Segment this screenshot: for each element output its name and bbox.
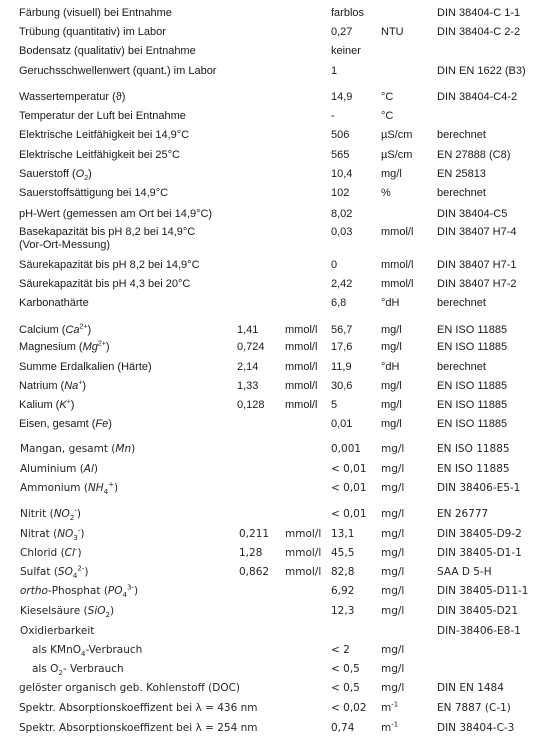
table-row xyxy=(0,440,538,458)
value: farblos xyxy=(331,7,365,19)
value: 6,8 xyxy=(331,297,347,309)
unit: mg/l xyxy=(381,663,405,675)
parameter-label: Eisen, gesamt (Fe) xyxy=(19,418,112,430)
value: 0,74 xyxy=(331,722,355,734)
value: < 0,01 xyxy=(331,482,367,494)
method: EN ISO 11885 xyxy=(437,399,508,411)
table-row xyxy=(0,358,538,376)
mmol-value: 0,724 xyxy=(237,341,265,353)
unit: µS/cm xyxy=(381,129,413,141)
table-row xyxy=(0,396,538,414)
value: 5 xyxy=(331,399,338,411)
method: DIN 38404-C-3 xyxy=(437,722,515,734)
mmol-unit: mmol/l xyxy=(285,528,322,540)
parameter-label: Geruchsschwellenwert (quant.) im Labor xyxy=(19,65,217,77)
method: EN ISO 11885 xyxy=(437,463,510,475)
table-row xyxy=(0,641,538,659)
parameter-label: pH-Wert (gemessen am Ort bei 14,9°C) xyxy=(19,208,213,220)
unit: mg/l xyxy=(381,482,405,494)
parameter-label: Temperatur der Luft bei Entnahme xyxy=(19,110,186,122)
method: berechnet xyxy=(437,129,486,141)
parameter-label: Kalium (K+) xyxy=(19,398,75,411)
value: 11,9 xyxy=(331,361,352,373)
parameter-label: gelöster organisch geb. Kohlenstoff (DOC) xyxy=(19,682,241,694)
unit: mg/l xyxy=(381,566,405,578)
parameter-label: Säurekapazität bis pH 8,2 bei 14,9°C xyxy=(19,259,200,271)
value: 1 xyxy=(331,65,338,77)
value: 13,1 xyxy=(331,528,355,540)
unit: $m^{-1}$ xyxy=(381,720,399,734)
parameter-label: Bodensatz (qualitativ) bei Entnahme xyxy=(19,45,196,57)
value: < 0,01 xyxy=(331,508,367,520)
table-row xyxy=(0,107,538,125)
mmol-unit: mmol/l xyxy=(285,341,318,353)
mmol-value: 0,211 xyxy=(239,528,270,540)
table-row xyxy=(0,699,538,717)
table-row xyxy=(0,582,538,600)
parameter-label: ortho-Phosphat $(PO_4^{3-})$ xyxy=(20,583,139,600)
method: EN 26777 xyxy=(437,508,489,520)
parameter-label: Chlorid (Cl-) xyxy=(20,545,82,559)
unit: mg/l xyxy=(381,682,405,694)
unit: °dH xyxy=(381,361,400,373)
unit: % xyxy=(381,187,391,199)
mmol-value: 0,128 xyxy=(237,399,265,411)
table-row xyxy=(0,719,538,737)
unit: mg/l xyxy=(381,463,405,475)
value: < 0,5 xyxy=(331,663,360,675)
value: < 0,01 xyxy=(331,463,367,475)
unit: mg/l xyxy=(381,605,405,617)
method: DIN 38405-D21 xyxy=(437,605,519,617)
mmol-value: 0,862 xyxy=(239,566,270,578)
table-row xyxy=(0,4,538,22)
table-row xyxy=(0,338,538,356)
parameter-label: Nitrit $(NO_2^-)$ xyxy=(20,506,81,523)
unit: mg/l xyxy=(381,585,405,597)
method: DIN 38406-E5-1 xyxy=(437,482,521,494)
parameter-label: Karbonathärte xyxy=(19,297,89,309)
unit: mg/l xyxy=(381,168,402,180)
table-row xyxy=(0,294,538,312)
parameter-label: Elektrische Leitfähigkeit bei 25°C xyxy=(19,149,180,161)
parameter-label: Aluminium (Al) xyxy=(20,463,99,475)
method: EN 7887 (C-1) xyxy=(437,702,511,714)
table-row xyxy=(0,205,538,223)
method: DIN 38407 H7-2 xyxy=(437,278,517,290)
parameter-label: Nitrat $(NO_3^-)$ xyxy=(20,526,85,543)
unit: mg/l xyxy=(381,399,402,411)
unit: NTU xyxy=(381,26,404,38)
parameter-label: Magnesium $(Mg^{2+})$ xyxy=(19,340,110,353)
method: EN ISO 11885 xyxy=(437,324,508,336)
mmol-value: 1,41 xyxy=(237,324,259,336)
table-row xyxy=(0,226,538,256)
value: < 0,5 xyxy=(331,682,360,694)
unit: mmol/l xyxy=(381,278,414,290)
table-row xyxy=(0,275,538,293)
parameter-label: Kieselsäure (SiO$_2$) xyxy=(20,605,115,620)
value: 6,92 xyxy=(331,585,355,597)
method: DIN-38406-E8-1 xyxy=(437,625,521,637)
value: 0,03 xyxy=(331,226,353,238)
unit: mmol/l xyxy=(381,259,414,271)
unit: °C xyxy=(381,91,394,103)
table-row xyxy=(0,256,538,274)
table-row xyxy=(0,602,538,620)
value: 17,6 xyxy=(331,341,353,353)
value: < 2 xyxy=(331,644,350,656)
unit: °dH xyxy=(381,297,400,309)
value: 0,01 xyxy=(331,418,353,430)
value: 56,7 xyxy=(331,324,353,336)
value: 0,27 xyxy=(331,26,353,38)
value: 102 xyxy=(331,187,350,199)
value: 82,8 xyxy=(331,566,355,578)
table-row xyxy=(0,321,538,339)
parameter-label: Spektr. Absorptionskoeffizent bei λ = 254 nm xyxy=(19,722,258,734)
parameter-label: Summe Erdalkalien (Härte) xyxy=(19,361,152,373)
parameter-label: Ammonium $(NH_4^+)$ xyxy=(20,480,119,497)
method: EN ISO 11885 xyxy=(437,341,508,353)
parameter-label: Elektrische Leitfähigkeit bei 14,9°C xyxy=(19,129,190,141)
value: keiner xyxy=(331,45,361,57)
parameter-label: Sauerstoffsättigung bei 14,9°C xyxy=(19,187,169,199)
parameter-label: Basekapazität bis pH 8,2 bei 14,9°C (Vor-Ort-Messung) xyxy=(19,226,196,251)
unit: mg/l xyxy=(381,443,405,455)
value: 8,02 xyxy=(331,208,353,220)
value: < 0,02 xyxy=(331,702,367,714)
method: EN ISO 11885 xyxy=(437,380,508,392)
value: 0,001 xyxy=(331,443,362,455)
table-row xyxy=(0,126,538,144)
value: 0 xyxy=(331,259,338,271)
table-row xyxy=(0,660,538,678)
table-row xyxy=(0,479,538,497)
parameter-label: Säurekapazität bis pH 4,3 bei 20°C xyxy=(19,278,191,290)
mmol-unit: mmol/l xyxy=(285,399,318,411)
mmol-value: 1,28 xyxy=(239,547,263,559)
table-row xyxy=(0,415,538,433)
value: - xyxy=(331,110,335,122)
method: DIN 38407 H7-4 xyxy=(437,226,517,238)
unit: mg/l xyxy=(381,380,402,392)
parameter-label: Trübung (quantitativ) im Labor xyxy=(19,26,166,38)
method: berechnet xyxy=(437,187,486,199)
table-row xyxy=(0,146,538,164)
method: EN 27888 (C8) xyxy=(437,149,511,161)
mmol-unit: mmol/l xyxy=(285,324,318,336)
table-row xyxy=(0,679,538,697)
parameter-label: Färbung (visuell) bei Entnahme xyxy=(19,7,172,19)
mmol-unit: mmol/l xyxy=(285,361,318,373)
unit: mg/l xyxy=(381,644,405,656)
method: DIN 38404-C 2-2 xyxy=(437,26,521,38)
table-row xyxy=(0,62,538,80)
parameter-label: Sauerstoff $(O_2)$ xyxy=(19,168,92,183)
unit: mmol/l xyxy=(381,226,414,238)
mmol-unit: mmol/l xyxy=(285,380,318,392)
unit: mg/l xyxy=(381,547,405,559)
value: 2,42 xyxy=(331,278,353,290)
value: 45,5 xyxy=(331,547,355,559)
table-row xyxy=(0,505,538,523)
value: 565 xyxy=(331,149,350,161)
method: EN ISO 11885 xyxy=(437,443,510,455)
value: 506 xyxy=(331,129,350,141)
mmol-unit: mmol/l xyxy=(285,547,322,559)
unit: µS/cm xyxy=(381,149,413,161)
method: EN 25813 xyxy=(437,168,486,180)
method: DIN 38404-C5 xyxy=(437,208,508,220)
method: DIN EN 1622 (B3) xyxy=(437,65,526,77)
mmol-value: 1,33 xyxy=(237,380,259,392)
table-row xyxy=(0,544,538,562)
table-row xyxy=(0,525,538,543)
unit: mg/l xyxy=(381,508,405,520)
unit: mg/l xyxy=(381,418,402,430)
table-row xyxy=(0,563,538,581)
unit: mg/l xyxy=(381,341,402,353)
value: 30,6 xyxy=(331,380,353,392)
method: DIN EN 1484 xyxy=(437,682,504,694)
unit: mg/l xyxy=(381,324,402,336)
method: SAA D 5-H xyxy=(437,566,492,578)
parameter-label: Sulfat $(SO_4^{2-})$ xyxy=(20,564,89,581)
table-row xyxy=(0,377,538,395)
mmol-unit: mmol/l xyxy=(285,566,322,578)
table-row xyxy=(0,460,538,478)
table-row xyxy=(0,88,538,106)
method: DIN 38404-C4-2 xyxy=(437,91,518,103)
unit: °C xyxy=(381,110,394,122)
method: DIN 38405-D1-1 xyxy=(437,547,522,559)
parameter-label: Wassertemperatur (ϑ) xyxy=(19,91,126,103)
parameter-label: Natrium (Na+) xyxy=(19,379,87,392)
method: DIN 38404-C 1-1 xyxy=(437,7,521,19)
method: DIN 38405-D11-1 xyxy=(437,585,529,597)
parameter-label: Spektr. Absorptionskoeffizent bei λ = 436 nm xyxy=(19,702,258,714)
value: 14,9 xyxy=(331,91,353,103)
method: DIN 38407 H7-1 xyxy=(437,259,517,271)
table-row xyxy=(0,23,538,41)
method: berechnet xyxy=(437,361,486,373)
parameter-label: als $O_2-$ Verbrauch xyxy=(32,663,124,678)
method: EN ISO 11885 xyxy=(437,418,508,430)
method: berechnet xyxy=(437,297,486,309)
value: 12,3 xyxy=(331,605,355,617)
parameter-label: Calcium $(Ca^{2+})$ xyxy=(19,323,92,336)
parameter-label: Oxidierbarkeit xyxy=(20,625,95,637)
mmol-value: 2,14 xyxy=(237,361,259,373)
table-row xyxy=(0,622,538,640)
parameter-label: als KMnO$_4$-Verbrauch xyxy=(32,644,143,659)
table-row xyxy=(0,42,538,60)
table-row xyxy=(0,165,538,183)
method: DIN 38405-D9-2 xyxy=(437,528,522,540)
table-row xyxy=(0,184,538,202)
value: 10,4 xyxy=(331,168,353,180)
unit: $m^{-1}$ xyxy=(381,700,399,714)
parameter-label: Mangan, gesamt (Mn) xyxy=(20,443,136,455)
unit: mg/l xyxy=(381,528,405,540)
